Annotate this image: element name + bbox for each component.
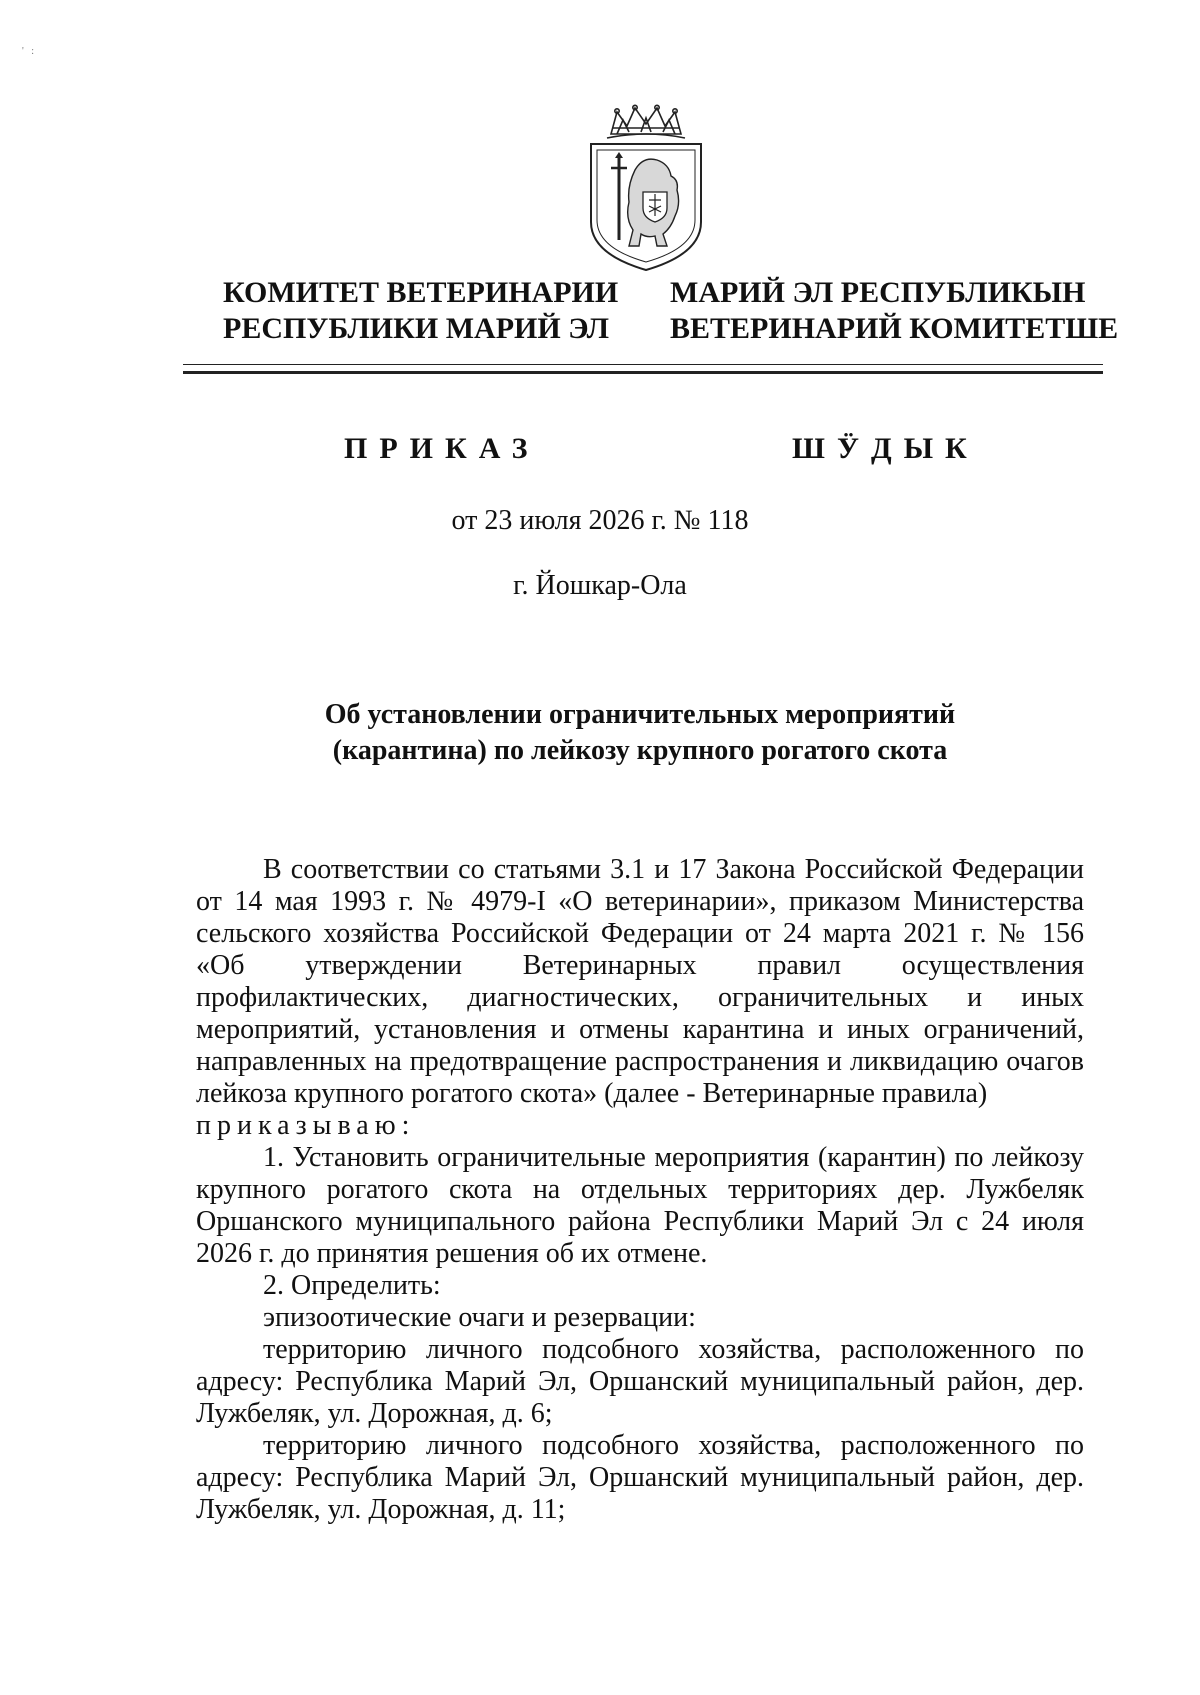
title-line-2: (карантина) по лейкозу крупного рогатого скота — [332, 735, 948, 766]
preamble-paragraph: В соответствии со статьями 3.1 и 17 Закона Российской Федерации от 14 мая 1993 г. № 4979-I «О ветеринарии», приказом Министерства сельского хозяйства Российской Федерации от 24 марта 2021 г. № 156 «Об утверждении Ветеринарных правил осуществления профилактических, диагностических, ограничительных и иных мероприятий, установления и отмены карантина и иных ограничений, направленных на предотвращение распространения и ликвидацию очагов лейкоза крупного рогатого скота» (далее - Ветеринарные правила) — [196, 854, 1084, 1109]
header-divider-thin — [183, 364, 1103, 365]
org-ru-line2: РЕСПУБЛИКИ МАРИЙ ЭЛ — [223, 312, 610, 345]
foci-heading: эпизоотические очаги и резервации: — [263, 1302, 696, 1333]
header-divider-thick — [183, 371, 1103, 374]
document-type-mh: ШӰДЫК — [792, 432, 979, 465]
focus-2-paragraph: территорию личного подсобного хозяйства, расположенного по адресу: Республика Марий Эл, Оршанский муниципальный район, дер. Лужбеляк, ул. Дорожная, д. 11; — [196, 1430, 1084, 1525]
item-2-paragraph: 2. Определить: — [263, 1270, 441, 1301]
title-line-1: Об установлении ограничительных мероприятий — [324, 699, 956, 730]
focus-1-paragraph: территорию личного подсобного хозяйства, расположенного по адресу: Республика Марий Эл, Оршанский муниципальный район, дер. Лужбеляк, ул. Дорожная, д. 6; — [196, 1334, 1084, 1429]
city-line: г. Йошкар-Ола — [513, 570, 687, 601]
coat-of-arms-icon — [583, 104, 709, 274]
org-name-mh — [670, 275, 1118, 347]
document-type-ru: ПРИКАЗ — [344, 432, 540, 465]
order-word: приказываю: — [196, 1110, 416, 1141]
date-number-line: от 23 июля 2026 г. № 118 — [451, 505, 749, 536]
org-mh-line1: МАРИЙ ЭЛ РЕСПУБЛИКЫН — [670, 276, 1086, 309]
document-body — [196, 854, 1084, 1526]
org-ru-line1: КОМИТЕТ ВЕТЕРИНАРИИ — [223, 276, 619, 309]
item-1-paragraph: 1. Установить ограничительные мероприятия (карантин) по лейкозу крупного рогатого скота на отдельных территориях дер. Лужбеляк Оршанского муниципального района Республики Марий Эл с 24 июля 2026 г. до принятия решения об их отмене. — [196, 1142, 1084, 1269]
org-name-ru — [223, 275, 618, 347]
scan-mark: ' : — [22, 46, 35, 57]
org-mh-line2: ВЕТЕРИНАРИЙ КОМИТЕТШЕ — [670, 312, 1119, 345]
document-title — [240, 697, 1040, 769]
